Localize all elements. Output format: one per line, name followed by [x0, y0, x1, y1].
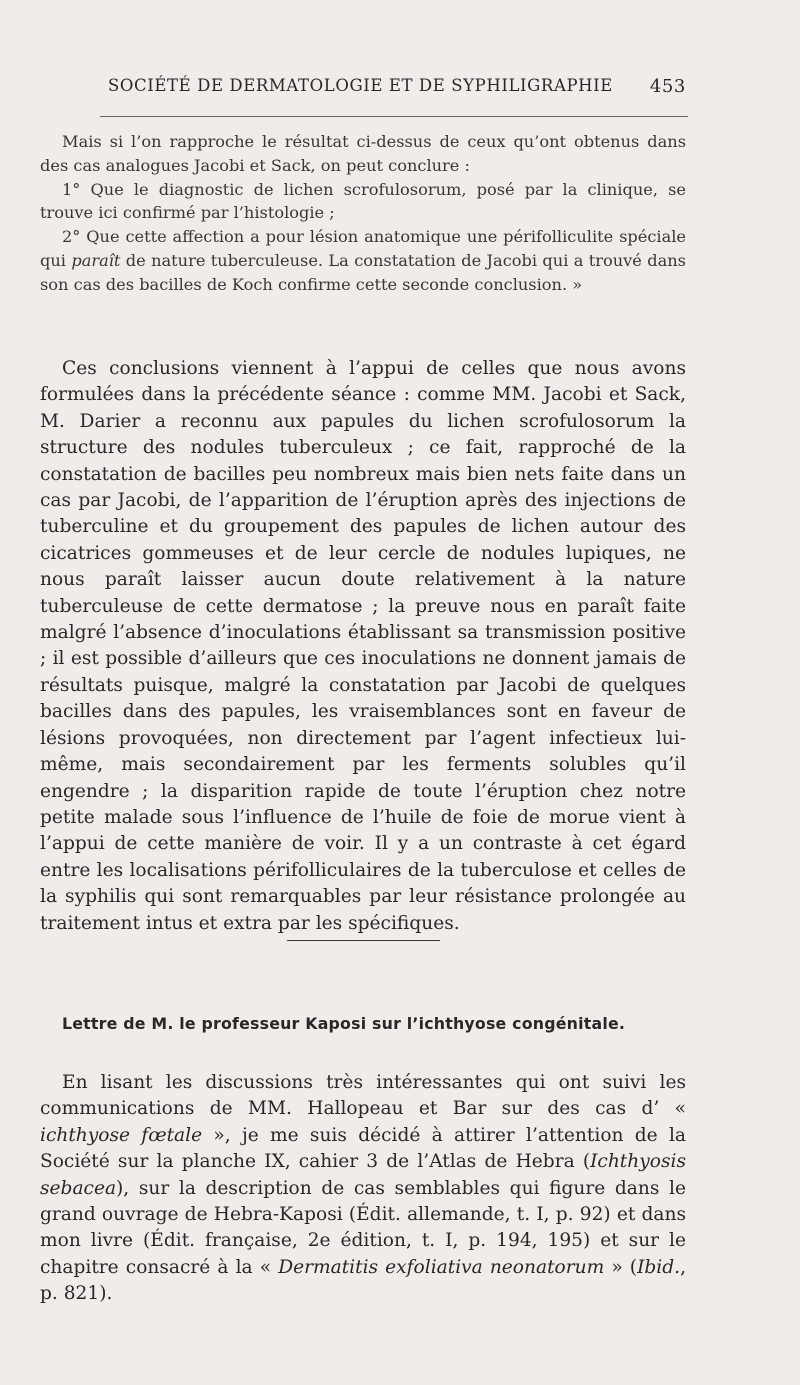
main-text	[40, 356, 686, 937]
section-separator	[287, 940, 440, 941]
quote-paragraph-1: Mais si l’on rapproche le résultat ci-dessus de ceux qu’ont obtenus dans des cas analogues Jacobi et Sack, on peut conclure :	[40, 132, 686, 175]
running-title: SOCIÉTÉ DE DERMATOLOGIE ET DE SYPHILIGRAPHIE	[108, 76, 613, 95]
emphasis-text: paraît	[71, 250, 121, 270]
page-number: 453	[649, 76, 686, 97]
quoted-conclusion	[40, 130, 686, 297]
section-heading: Lettre de M. le professeur Kaposi sur l’ichthyose congénitale.	[62, 1014, 626, 1033]
header-rule	[100, 116, 688, 117]
quote-paragraph-2: 1° Que le diagnostic de lichen scrofulosorum, posé par la clinique, se trouve ici confirmé par l’histologie ;	[40, 179, 686, 223]
letter-paragraph: En lisant les discussions très intéressantes qui ont suivi les communications de MM. Hallopeau et Bar sur des cas d’ « ichthyose fœtale », je me suis décidé à attirer l’attention de la Société sur la planche IX, cahier 3 de l’Atlas de Hebra (Ichthyosis sebacea), sur la description de cas semblables qui figure dans le grand ouvrage de Hebra-Kaposi (Édit. allemande, t. I, p. 92) et dans mon livre (Édit. française, 2e édition, t. I, p. 194, 195) et sur le chapitre consacré à la « Dermatitis exfoliativa neonatorum » (Ibid., p. 821).	[40, 1072, 686, 1305]
body-paragraph: Ces conclusions viennent à l’appui de celles que nous avons formulées dans la précédente séance : comme MM. Jacobi et Sack, M. Darier a reconnu aux papules du lichen scrofulosorum la structure des nodules tuberculeux ; ce fait, rapproché de la constatation de bacilles peu nombreux mais bien nets faite dans un cas par Jacobi, de l’apparition de l’éruption après des injections de tuberculine et du groupement des papules de lichen autour des cicatrices gommeuses et de leur cercle de nodules lupiques, ne nous paraît laisser aucun doute relativement à la nature tuberculeuse de cette dermatose ; la preuve nous en paraît faite malgré l’absence d’inoculations établissant sa transmission positive ; il est possible d’ailleurs que ces inoculations ne donnent jamais de résultats puisque, malgré la constatation par Jacobi de quelques bacilles dans des papules, les vraisemblances sont en faveur de lésions provoquées, non directement par l’agent infectieux lui-même, mais secondairement par les ferments solubles qu’il engendre ; la disparition rapide de toute l’éruption chez notre petite malade sous l’influence de l’huile de foie de morue vient à l’appui de cette manière de voir. Il y a un contraste à cet égard entre les localisations périfolliculaires de la tuberculose et celles de la syphilis qui sont remarquables par leur résistance prolongée au traitement intus et extra par les spécifiques.	[40, 358, 686, 934]
letter-text	[40, 1070, 686, 1308]
quote-paragraph-3: 2° Que cette affection a pour lésion anatomique une périfolliculite spéciale qui paraît de nature tuberculeuse. La constatation de Jacobi qui a trouvé dans son cas des bacilles de Koch confirme cette seconde conclusion. »	[40, 227, 686, 294]
running-header	[108, 76, 686, 104]
